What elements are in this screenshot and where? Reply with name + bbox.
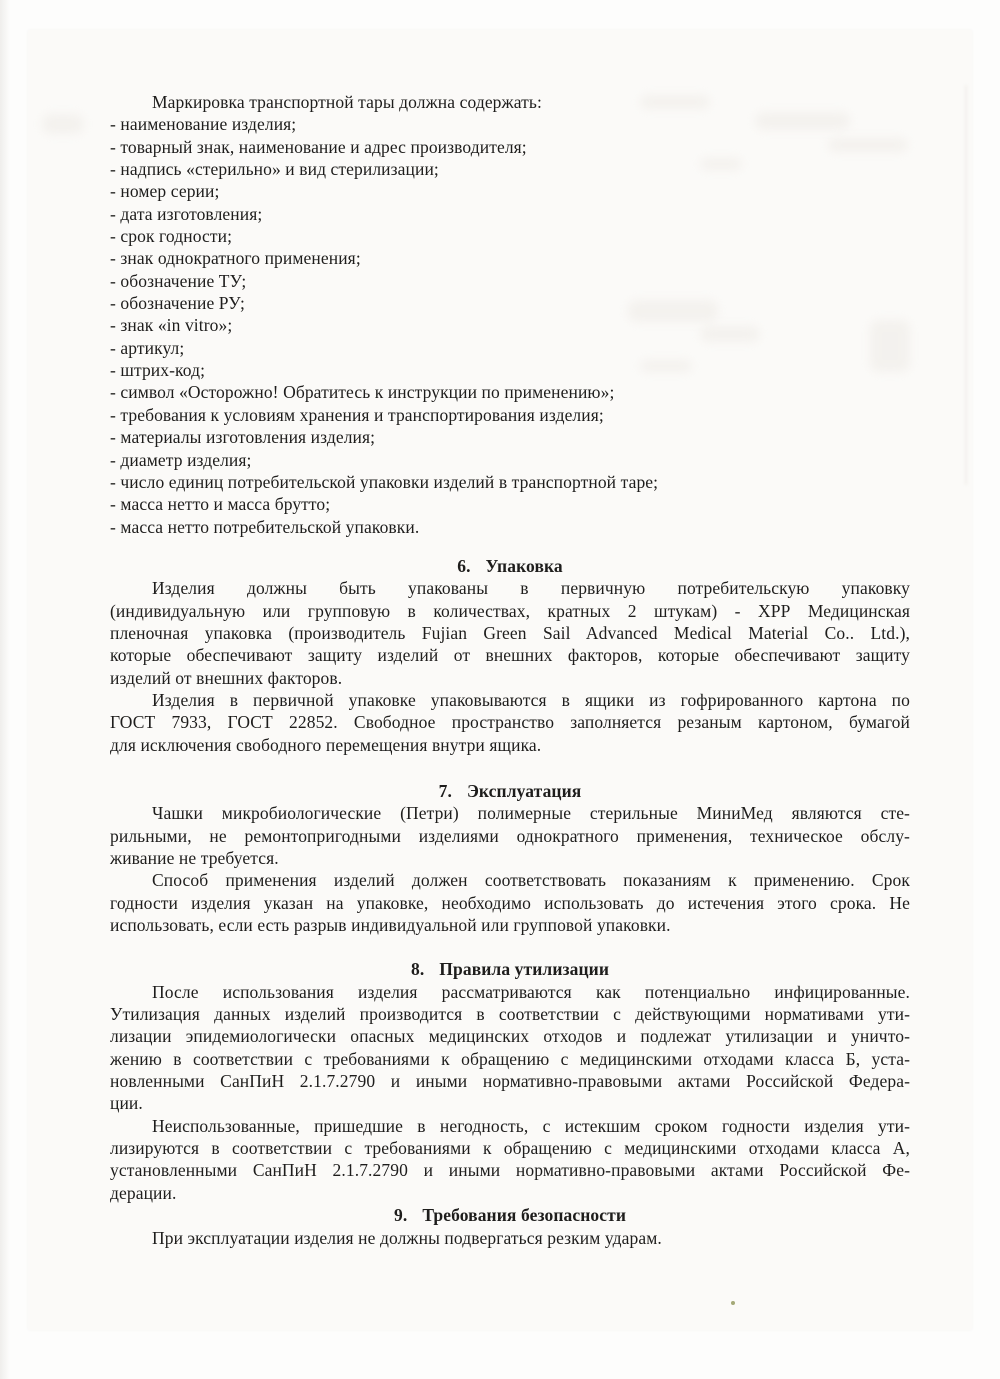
list-item: - надпись «стерильно» и вид стерилизации; [110,159,439,180]
list-item: - масса нетто и масса брутто; [110,494,331,515]
list-item: - товарный знак, наименование и адрес производителя; [110,136,527,157]
section-number: 6. [457,555,471,576]
list-item: - артикул; [110,337,185,358]
list-item: - число единиц потребительской упаковки изделий в транспортной таре; [110,471,659,492]
paragraph-line: изделий от внешних факторов. [110,667,343,688]
paragraph-line: использовать, если есть разрыв индивидуальной или групповой упаковки. [110,915,671,936]
section-title: Требования безопасности [422,1205,627,1226]
paragraph-line: (индивидуальную или групповую в количествах, кратных 2 штукам) - ХРР Медицинская [110,600,910,621]
section-title: Упаковка [485,555,563,576]
list-item: - дата изготовления; [110,203,263,224]
paragraph-line: жению в соответствии с требованиями к обращению с медицинскими отходами класса Б, уста- [110,1048,910,1069]
paragraph-line: для исключения свободного перемещения внутри ящика. [110,734,542,755]
content [110,91,910,1249]
paragraph-line: которые обеспечивают защиту изделий от внешних факторов, которые обеспечивают защиту [110,645,910,666]
scan-smudge [42,114,84,134]
scan-left-edge-shadow [0,0,10,1379]
paragraph-line: Чашки микробиологические (Петри) полимерные стерильные МиниМед являются сте- [152,803,910,824]
list-item: - диаметр изделия; [110,449,252,470]
scan-speck [731,1301,735,1305]
paragraph-line: годности изделия указан на упаковке, необходимо использовать до истечения этого срока. Не [110,892,910,913]
list-item: - наименование изделия; [110,114,297,135]
paragraph-line: новленными СанПиН 2.1.7.2790 и иными нормативно-правовыми актами Российской Федера- [110,1071,910,1092]
paragraph-line: дерации. [110,1182,177,1203]
section-heading [110,1204,910,1226]
paragraph-line: рильными, не ремонтопригодными изделиями однократного применения, техническое обслу- [110,825,910,846]
section-number: 9. [393,1205,408,1226]
paragraph-line: При эксплуатации изделия не должны подвергаться резким ударам. [152,1227,662,1248]
intro-line: Маркировка транспортной тары должна содержать: [152,92,542,112]
list-item: - срок годности; [110,226,233,247]
section-number: 7. [438,780,452,801]
list-item: - знак однократного применения; [110,248,361,269]
list-item: - материалы изготовления изделия; [110,427,376,448]
list-item: - масса нетто потребительской упаковки. [110,516,420,537]
list-item: - обозначение РУ; [110,293,245,314]
section-number: 8. [410,959,425,980]
paragraph-line: Изделия в первичной упаковке упаковываются в ящики из гофрированного картона по [152,689,910,710]
scan-edge-line [965,85,967,485]
section-title: Эксплуатация [466,780,582,801]
paragraph-line: лизации эпидемиологически опасных медицинских отходов и подлежат утилизации и уничто- [110,1026,910,1047]
list-item: - символ «Осторожно! Обратитесь к инструкции по применению»; [110,382,615,403]
list-item: - обозначение ТУ; [110,270,247,291]
paragraph-line: Способ применения изделий должен соответствовать показаниям к применению. Срок [152,870,910,891]
list-item: - номер серии; [110,181,220,202]
scanned-page [28,30,972,1330]
list-item: - штрих-код; [110,360,206,381]
paragraph-line: Утилизация данных изделий производится в соответствии с действующими нормативами ути- [110,1004,910,1025]
section-title: Правила утилизации [439,959,610,980]
list-item: - знак «in vitro»; [110,315,233,336]
paragraph-line: лизируются в соответствии с требованиями к обращению с медицинскими отходами класса А, [110,1138,910,1159]
paragraph-line: пленочная упаковка (производитель Fujian Green Sail Advanced Medical Material Co.. Ltd.), [110,622,910,643]
paragraph-line: Неиспользованные, пришедшие в негодность, с истекшим сроком годности изделия ути- [152,1115,910,1136]
section-heading [110,780,910,802]
paragraph-line: После использования изделия рассматриваются как потенциально инфицированные. [152,981,910,1002]
paragraph-line: Изделия должны быть упакованы в первичную потребительскую упаковку [152,578,910,599]
section-heading [110,555,910,577]
paragraph-line: живание не требуется. [110,848,279,868]
paragraph-line: ции. [110,1093,143,1114]
list-item: - требования к условиям хранения и транспортирования изделия; [110,404,604,425]
section-heading [110,958,910,980]
paragraph-line: установленными СанПиН 2.1.7.2790 и иными нормативно-правовыми актами Российской Фе- [110,1160,910,1181]
paragraph-line: ГОСТ 7933, ГОСТ 22852. Свободное пространство заполняется резаным картоном, бумагой [110,712,910,733]
